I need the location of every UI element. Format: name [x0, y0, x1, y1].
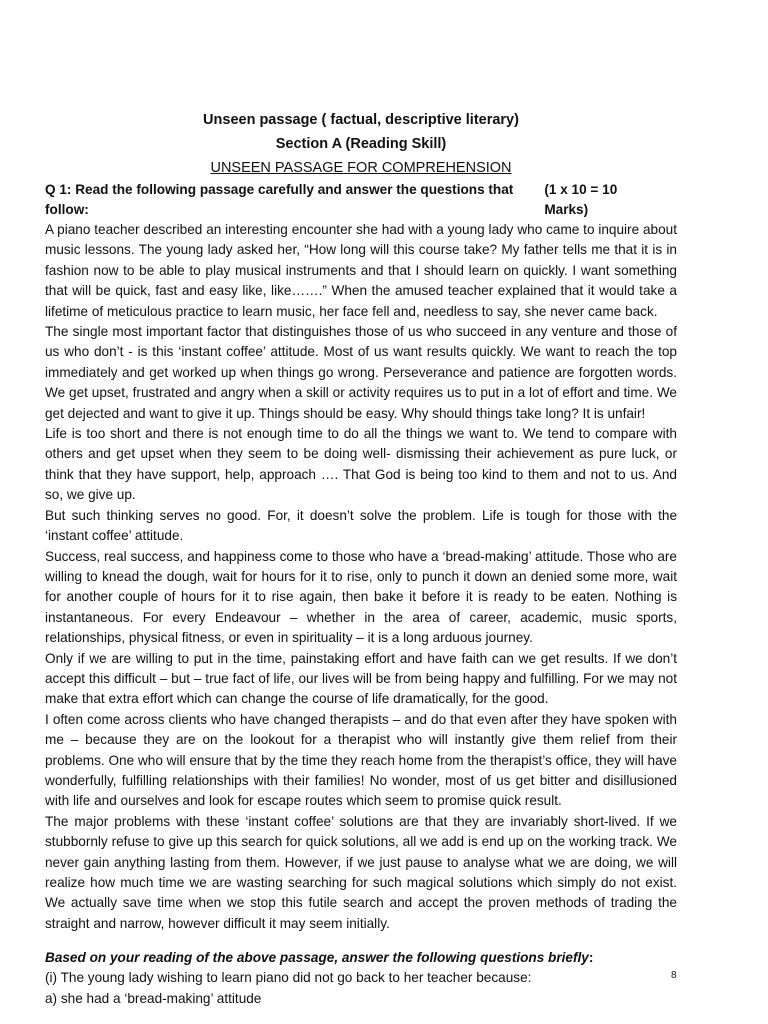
passage-heading: UNSEEN PASSAGE FOR COMPREHENSION — [210, 160, 512, 176]
passage-paragraph: Success, real success, and happiness come to those who have a ‘bread-making’ attitude. Those who are willing to knead the dough, wait for hours for it to rise, only to punch it down an denied some more, wait for another couple of hours for it to rise again, then bake it before it is ready to be eaten. Nothing is instantaneous. For every Endeavour – whether in the area of career, academic, music sports, relationships, physical fitness, or even in spirituality – it is a long arduous journey. — [45, 548, 677, 646]
document-page — [45, 108, 677, 1009]
document-title: Unseen passage ( factual, descriptive literary) — [203, 112, 519, 128]
page-number: 8 — [671, 970, 677, 981]
instructions-colon: : — [588, 950, 594, 966]
question-marks: (1 x 10 = 10 Marks) — [544, 182, 618, 217]
instructions — [45, 948, 677, 968]
section-heading: Section A (Reading Skill) — [275, 136, 447, 152]
passage-paragraph: The major problems with these ‘instant coffee’ solutions are that they are invariably short-lived. If we stubbornly refuse to give up this search for quick solutions, all we add is end up on the working track. We never gain anything lasting from them. However, if we just pause to analyse what we are doing, we will realize how much time we are wasting searching for such magical solutions which simply do not exist. We actually save time when we stop this futile search and accept the proven methods of trading the straight and narrow, however difficult it may seem initially. — [45, 813, 677, 931]
answer-option: a) she had a ‘bread-making’ attitude — [45, 990, 262, 1006]
passage-paragraph: The single most important factor that distinguishes those of us who succeed in any venture and those of us who don’t - is this ‘instant coffee’ attitude. Most of us want results quickly. We want to reach the top immediately and get worked up when things go wrong. Perseverance and patience are forgotten words. We get upset, frustrated and angry when a skill or activity requires us to put in a lot of effort and time. We get dejected and want to give it up. Things should be easy. Why should things take long? It is unfair! — [45, 324, 677, 421]
passage-paragraph: But such thinking serves no good. For, it doesn’t solve the problem. Life is tough for those with the ‘instant coffee’ attitude. — [45, 507, 677, 544]
passage-paragraph: I often come across clients who have changed therapists – and do that even after they have spoken with me – because they are on the lookout for a therapist who will instantly give them relief from their problems. One who will ensure that by the time they reach home from the therapist’s office, they will have wonderfully, fulfilling relationships with their families! No wonder, most of us get bitter and disillusioned with life and ourselves and look for escape routes which seem to promise quick result. — [45, 711, 677, 809]
instructions-text: Based on your reading of the above passage, answer the following questions briefly — [45, 950, 589, 966]
question-heading — [45, 180, 677, 220]
question-item: (i) The young lady wishing to learn piano did not go back to her teacher because: — [45, 970, 532, 986]
passage-paragraph: Only if we are willing to put in the time, painstaking effort and have faith can we get results. If we don’t accept this difficult – but – true fact of life, our lives will be from being happy and fulfilling. For we may not make that extra effort which can change the course of life dramatically, for the good. — [45, 650, 677, 707]
passage-paragraph: A piano teacher described an interesting encounter she had with a young lady who came to inquire about music lessons. The young lady asked her, “How long will this course take? My father tells me that it is in fashion now to be able to play musical instruments and that I should learn on quickly. I want something that will be quick, fast and easy like, like…….” When the amused teacher explained that it would take a lifetime of meticulous practice to learn music, her face fell and, needless to say, she never came back. — [45, 222, 677, 319]
passage-paragraph: Life is too short and there is not enough time to do all the things we want to. We tend to compare with others and get upset when they seem to be doing well- dismissing their achievement as pure luck, or think that they have support, help, approach …. That God is being too kind to them and not to us. And so, we give up. — [45, 426, 677, 503]
question-label: Q 1: Read the following passage carefully and answer the questions that follow: — [45, 182, 514, 217]
